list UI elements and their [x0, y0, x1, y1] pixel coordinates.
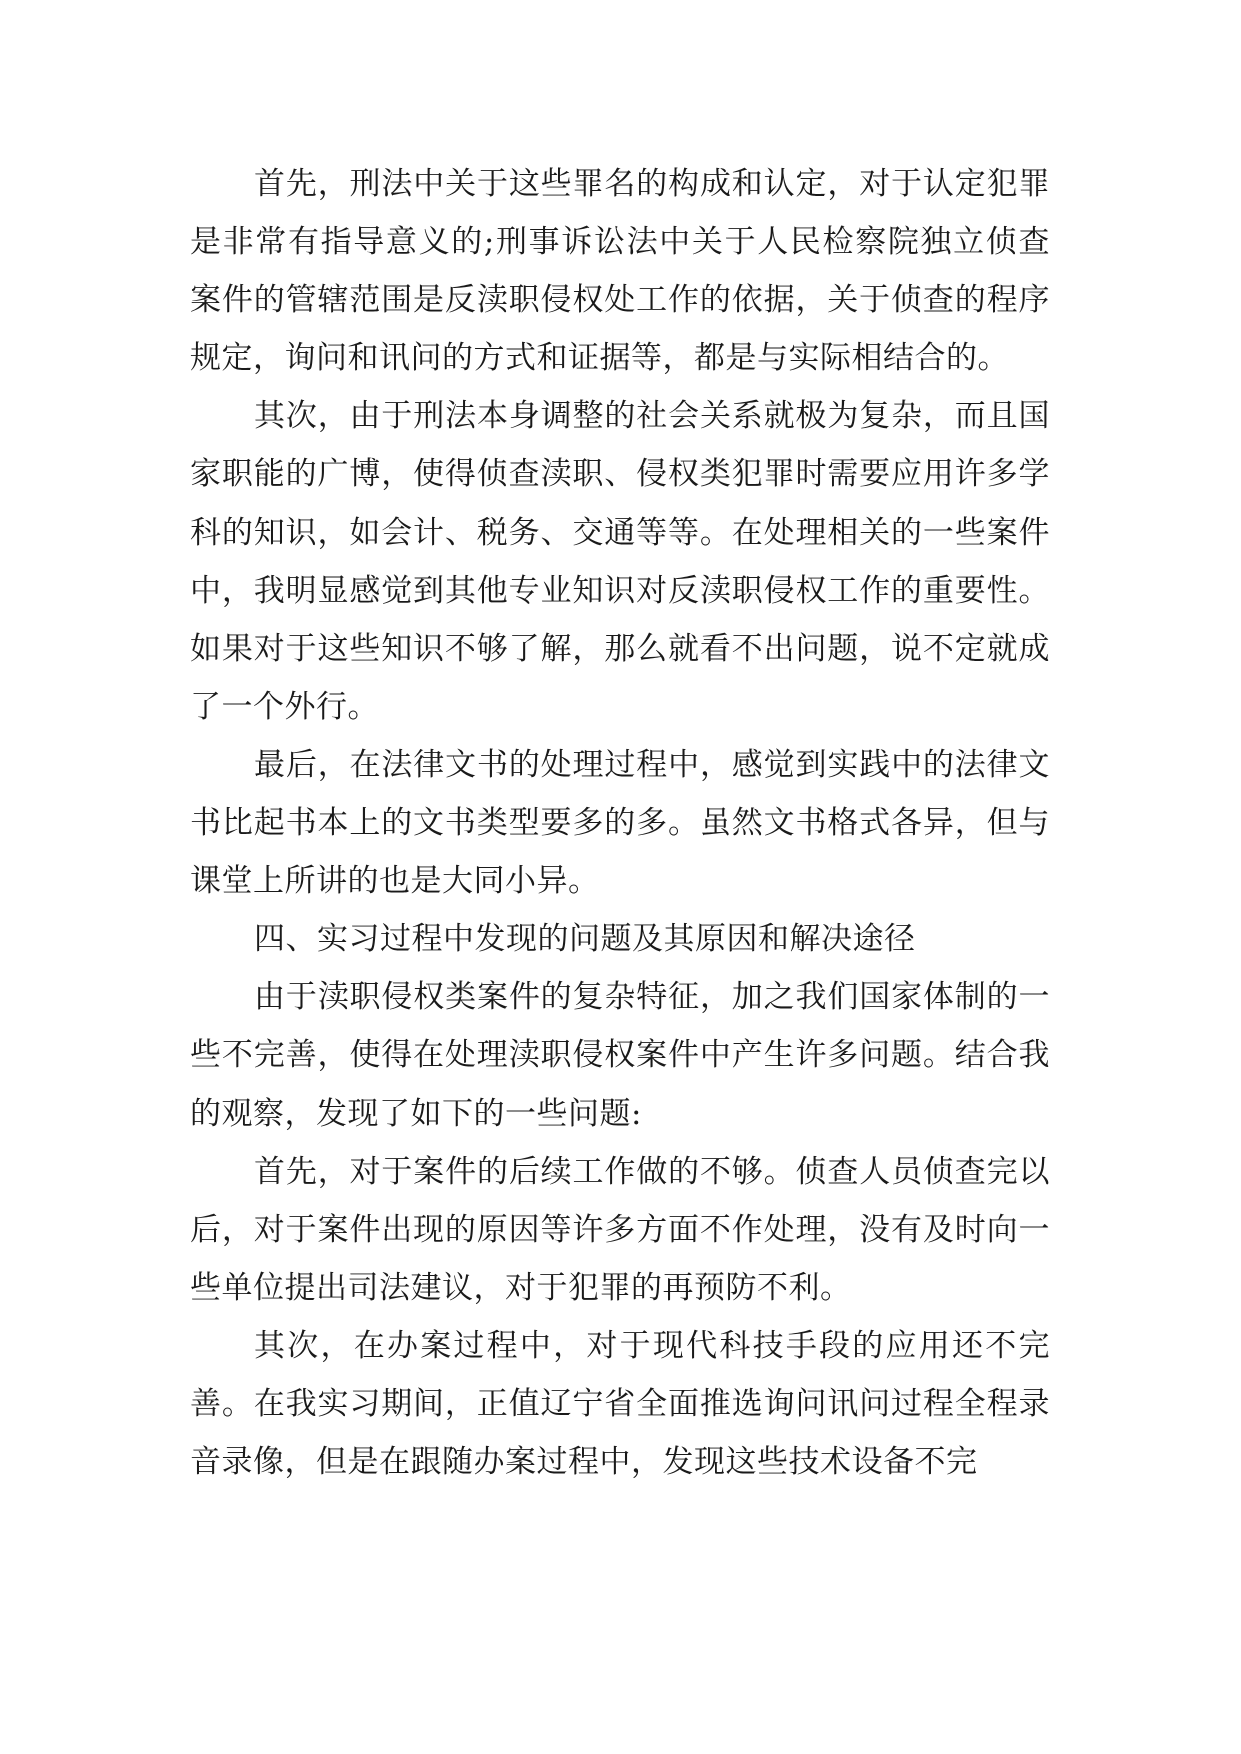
paragraph-2: 其次，由于刑法本身调整的社会关系就极为复杂，而且国家职能的广博，使得侦查渎职、侵权类犯罪时需要应用许多学科的知识，如会计、税务、交通等等。在处理相关的一些案件中，我明显感觉到其他专业知识对反渎职侵权工作的重要性。如果对于这些知识不够了解，那么就看不出问题，说不定就成了一个外行。	[190, 398, 1050, 725]
paragraph-6: 其次，在办案过程中，对于现代科技手段的应用还不完善。在我实习期间，正值辽宁省全面推选询问讯问过程全程录音录像，但是在跟随办案过程中，发现这些技术设备不完	[190, 1327, 1050, 1481]
paragraph-1: 首先，刑法中关于这些罪名的构成和认定，对于认定犯罪是非常有指导意义的;刑事诉讼法中关于人民检察院独立侦查案件的管辖范围是反渎职侵权处工作的依据，关于侦查的程序规定，询问和讯问的方式和证据等，都是与实际相结合的。	[190, 166, 1050, 377]
paragraph-3: 最后，在法律文书的处理过程中，感觉到实践中的法律文书比起书本上的文书类型要多的多。虽然文书格式各异，但与课堂上所讲的也是大同小异。	[190, 746, 1050, 900]
paragraph-5: 首先，对于案件的后续工作做的不够。侦查人员侦查完以后，对于案件出现的原因等许多方面不作处理，没有及时向一些单位提出司法建议，对于犯罪的再预防不利。	[190, 1153, 1050, 1306]
body-text	[190, 155, 1050, 1491]
section-heading: 四、实习过程中发现的问题及其原因和解决途径	[254, 921, 916, 958]
paragraph-4: 由于渎职侵权类案件的复杂特征，加之我们国家体制的一些不完善，使得在处理渎职侵权案件中产生许多问题。结合我的观察，发现了如下的一些问题:	[190, 979, 1050, 1132]
